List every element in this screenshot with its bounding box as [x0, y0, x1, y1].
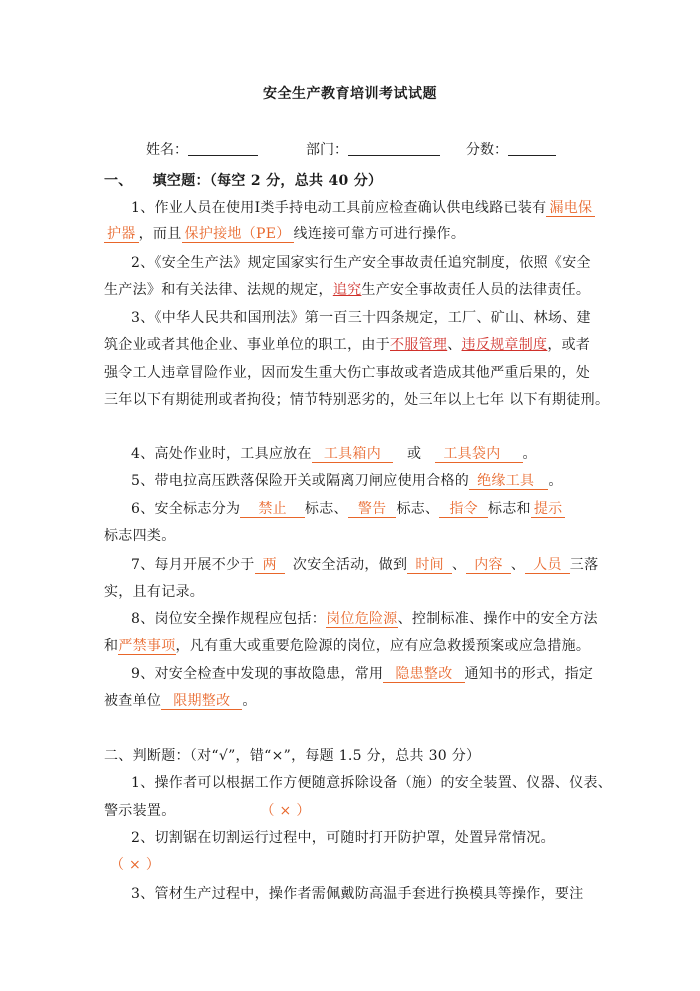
j2-line1: 2、切割锯在切割运行过程中，可随时打开防护罩，处置异常情况。 — [131, 830, 555, 846]
j2-answer: （ × ） — [110, 857, 161, 873]
q7-answer-2: 时间 — [407, 557, 452, 574]
q9-line1: 9、对安全检查中发现的事故隐患，常用 隐患整改 通知书的形式，指定 — [131, 666, 594, 682]
q3-line1: 3、《中华人民共和国刑法》第一百三十四条规定，工厂、矿山、林场、建 — [131, 310, 591, 326]
q3-answer-2: 违反规章制度 — [461, 337, 548, 353]
q6-answer-4: 提示 — [531, 501, 566, 518]
q4-answer-2: 工具袋内 — [435, 446, 522, 463]
q9-answer-1: 隐患整改 — [383, 666, 464, 683]
name-label: 姓名： — [146, 142, 188, 158]
q3-line4: 三年以下有期徒刑或者拘役；情节特别恶劣的，处三年以上七年 以下有期徒刑。 — [104, 392, 610, 408]
q8-line2: 和严禁事项，凡有重大或重要危险源的岗位，应有应急救援预案或应急措施。 — [104, 638, 591, 654]
q8-line1: 8、岗位安全操作规程应包括：岗位危险源、控制标准、操作中的安全方法 — [131, 611, 598, 627]
section2-heading: 二、判断题：（对“√”，错“×”，每题 1.5 分，总共 30 分） — [104, 748, 481, 764]
section1-heading — [104, 170, 382, 190]
dept-label: 部门： — [306, 142, 348, 158]
q8-answer-1: 岗位危险源 — [326, 611, 398, 627]
q1-answer-a: 漏电保 — [546, 200, 595, 217]
name-blank[interactable] — [188, 141, 258, 156]
j1-line2: 警示装置。 （ × ） — [104, 803, 311, 819]
q6-answer-2: 警告 — [348, 501, 397, 518]
q2-line2: 生产法》和有关法律、法规的规定，追究生产安全事故责任人员的法律责任。 — [104, 282, 591, 298]
q6-answer-1: 禁止 — [240, 501, 305, 518]
q9-answer-2: 限期整改 — [161, 693, 242, 710]
q5-answer: 绝缘工具 — [469, 473, 548, 490]
info-row — [146, 139, 556, 159]
q6-answer-3: 指令 — [439, 501, 488, 518]
q6-line1: 6、安全标志分为 禁止 标志、 警告 标志、 指令 标志和 提示 — [131, 498, 565, 518]
section1-number: 一、 — [104, 173, 133, 189]
q9-line2: 被查单位 限期整改 。 — [104, 693, 257, 709]
q8-answer-2: 严禁事项 — [118, 638, 176, 654]
section1-title: 填空题：（每空 2 分，总共 40 分） — [152, 173, 383, 189]
q1-answer-2: 保护接地（PE） — [182, 226, 294, 243]
q7-answer-1: 两 — [255, 557, 285, 574]
j1-line1: 1、操作者可以根据工作方便随意拆除设备（施）的安全装置、仪器、仪表、 — [131, 775, 613, 791]
q3-line2: 筑企业或者其他企业、事业单位的职工，由于不服管理、违反规章制度，或者 — [104, 337, 591, 353]
q7-line2: 实，且有记录。 — [104, 584, 205, 600]
q3-answer-1: 不服管理 — [390, 337, 448, 353]
q7-answer-3: 内容 — [466, 557, 511, 574]
dept-blank[interactable] — [348, 141, 440, 156]
q2-line1: 2、《安全生产法》规定国家实行生产安全事故责任追究制度，依照《安全 — [131, 255, 591, 271]
score-label: 分数： — [466, 142, 508, 158]
q3-line3: 强令工人违章冒险作业，因而发生重大伤亡事故或者造成其他严重后果的，处 — [104, 365, 591, 381]
q6-line2: 标志四类。 — [104, 528, 176, 544]
q1-answer-b: 护器 — [104, 226, 139, 243]
q7-line1: 7、每月开展不少于 两 次安全活动，做到 时间 、 内容 、 人员 三落 — [131, 557, 599, 573]
q4-answer-1: 工具箱内 — [312, 446, 393, 463]
q7-answer-4: 人员 — [525, 557, 570, 574]
page-title: 安全生产教育培训考试试题 — [263, 86, 437, 102]
q5-line: 5、带电拉高压跌落保险开关或隔离刀闸应使用合格的 绝缘工具 。 — [131, 473, 563, 489]
q1-line1: 1、作业人员在使用Ⅰ类手持电动工具前应检查确认供电线路已装有 漏电保 — [131, 197, 595, 217]
q4-line: 4、高处作业时，工具应放在 工具箱内 或 工具袋内 。 — [131, 446, 537, 462]
j1-answer: （ × ） — [267, 803, 311, 819]
q2-answer: 追究 — [332, 282, 362, 298]
j3-line1: 3、管材生产过程中，操作者需佩戴防高温手套进行换模具等操作，要注 — [131, 886, 584, 902]
score-blank[interactable] — [508, 141, 556, 156]
q1-line2: 护器 ，而且 保护接地（PE） 线连接可靠方可进行操作。 — [104, 223, 465, 243]
